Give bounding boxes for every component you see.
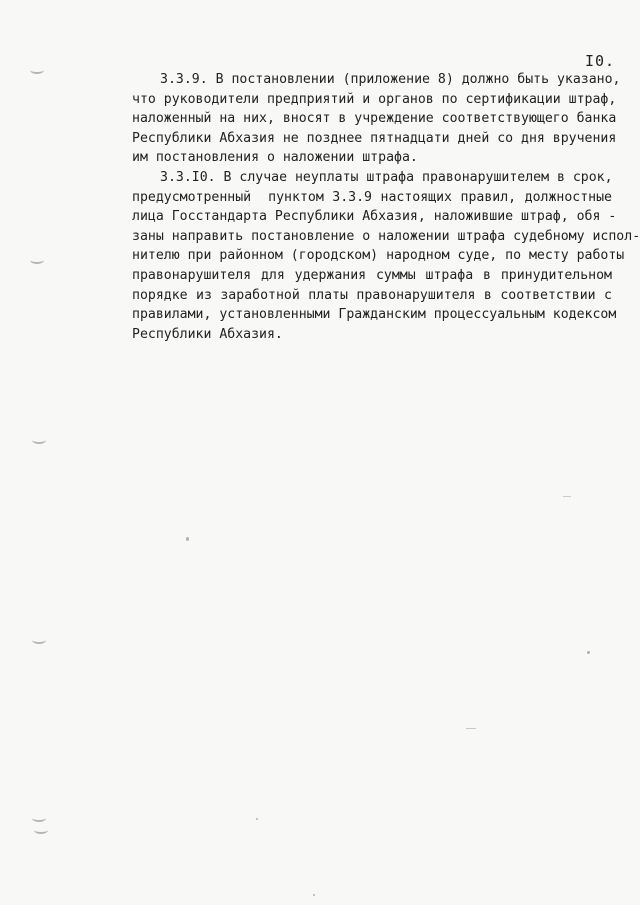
document-body — [132, 70, 640, 344]
binding-hole-mark — [30, 66, 44, 74]
paragraph-2-line-4: заны направить постановление о наложении штрафа судебному испол- — [132, 228, 640, 244]
scan-dash — [563, 496, 571, 497]
scan-dash — [466, 728, 476, 729]
paragraph-2-line-1: 3.3.I0. В случае неуплаты штрафа правонарушителем в срок, — [160, 169, 613, 185]
paragraph-2-line-3: лица Госстандарта Республики Абхазия, наложившие штраф, обя - — [132, 209, 617, 225]
paragraph-2-line-6: правонарушителя для удержания суммы штрафа в принудительном — [132, 267, 612, 283]
paragraph-1-line-5: им постановления о наложении штрафа. — [132, 150, 418, 166]
binding-hole-mark — [34, 826, 48, 834]
scan-speck — [256, 818, 258, 820]
binding-hole-mark — [32, 814, 46, 822]
scan-speck — [313, 894, 315, 896]
scan-speck — [186, 537, 189, 541]
binding-hole-mark — [32, 436, 46, 444]
paragraph-1-line-3: наложенный на них, вносят в учреждение соответствующего банка — [132, 111, 617, 127]
binding-hole-mark — [30, 256, 44, 264]
paragraph-2-line-7: порядке из заработной платы правонарушителя в соответствии с — [132, 287, 612, 303]
paragraph-2-line-5: нителю при районном (городском) народном суде, по месту работы — [132, 248, 625, 264]
binding-hole-mark — [32, 636, 46, 644]
paragraph-2-line-2: предусмотренный пунктом 3.3.9 настоящих правил, должностные — [132, 189, 612, 205]
paragraph-1-line-1: 3.3.9. В постановлении (приложение 8) должно быть указано, — [160, 72, 621, 87]
paragraph-2-line-9: Республики Абхазия. — [132, 326, 283, 342]
paragraph-2-line-8: правилами, установленными Гражданским процессуальным кодексом — [132, 307, 617, 323]
scan-speck — [587, 651, 590, 654]
page-number: I0. — [585, 52, 616, 70]
paragraph-1-line-4: Республики Абхазия не позднее пятнадцати дней со дня вручения — [132, 130, 617, 146]
paragraph-1-line-2: что руководители предприятий и органов по сертификации штраф, — [132, 91, 617, 107]
